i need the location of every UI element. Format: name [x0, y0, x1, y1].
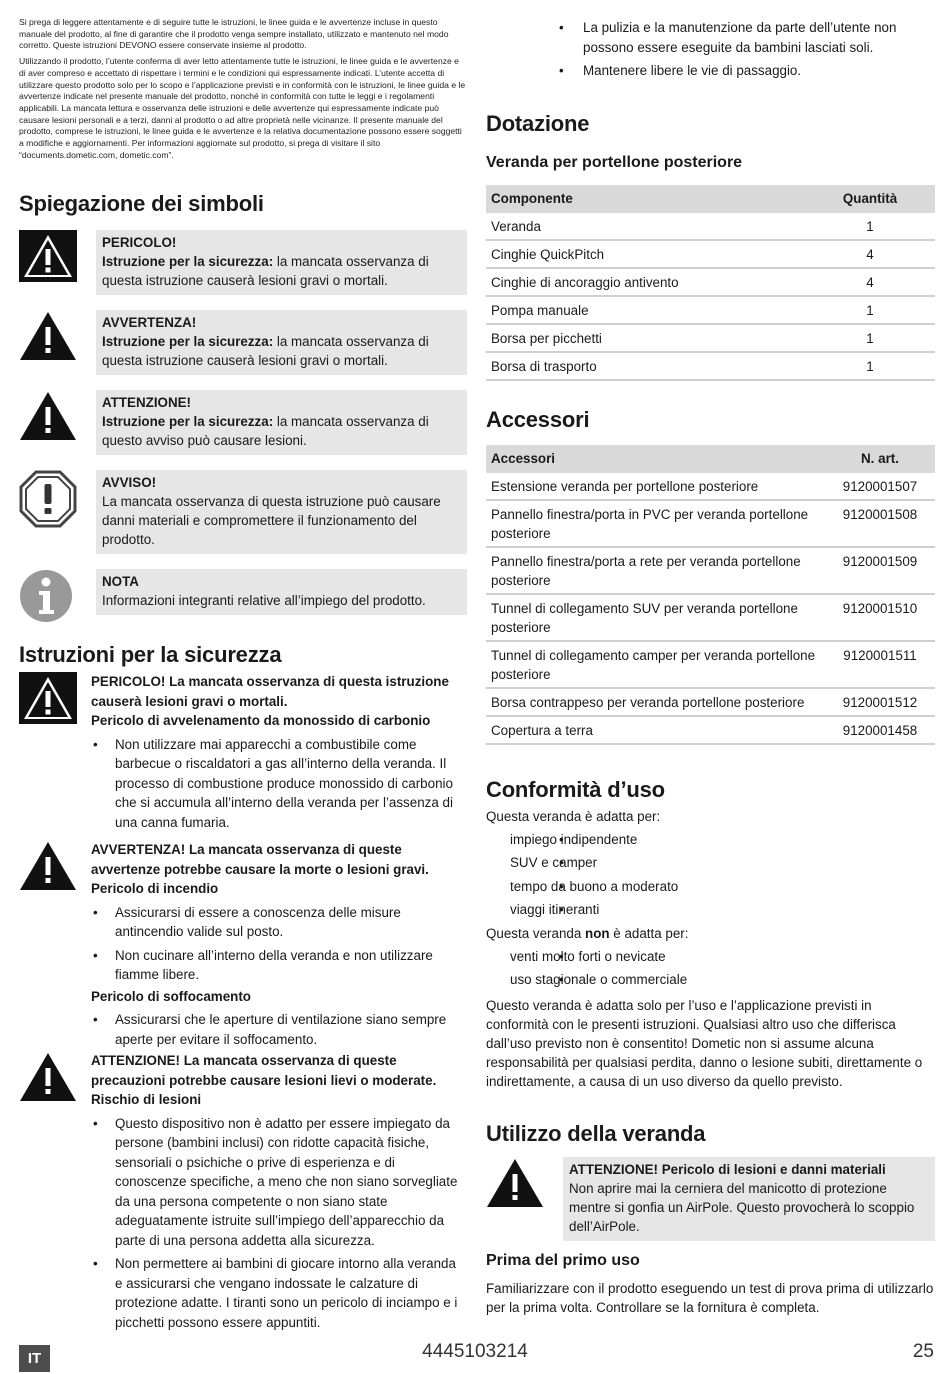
list-item: • venti molto forti o nevicate — [486, 947, 935, 967]
suitable-list — [486, 830, 935, 920]
table-row — [486, 594, 935, 641]
danger-title: PERICOLO! — [102, 235, 177, 251]
text-span: Questa veranda — [486, 925, 586, 941]
caution-triangle-icon — [19, 390, 77, 448]
list-item: • uso stagionale o commerciale — [486, 970, 935, 990]
caution-triangle-icon — [486, 1157, 544, 1215]
list-item: • SUV e camper — [486, 853, 935, 873]
first-use-heading: Prima del primo uso — [486, 1251, 640, 1269]
caution-text: la mancata osservanza di questo avviso può causare lesioni. — [102, 414, 429, 449]
conformita-paragraph: Questo veranda è adatta solo per l’uso e l’applicazione previsti in conformità con le presenti istruzioni. Qualsiasi altro uso che differisca dall’uso previsto non è consentito! Dometic non si assume alcuna responsabilità per qualsiasi perdita, danno o lesione subiti, direttamente o indirettamente, a causa di un uso diverso da quello previsto. — [486, 997, 923, 1089]
table-row — [486, 296, 935, 324]
list-item: • Non cucinare all’interno della veranda e non utilizzare fiamme libere. — [91, 946, 467, 985]
notice-octagon-icon — [19, 470, 77, 528]
list-item: • Assicurarsi di essere a conoscenza delle misure antincendio valide sul posto. — [91, 903, 467, 942]
table-cell: 1 — [805, 213, 935, 240]
safety-danger-sub: Pericolo di avvelenamento da monossido di carbonio — [91, 713, 431, 729]
page-number: 25 — [912, 1341, 934, 1362]
table-row — [486, 688, 935, 716]
list-item: • Questo dispositivo non è adatto per essere impiegato da persone (bambini inclusi) con ridotte capacità fisiche, sensoriali o psichiche o prive di esperienza e di conoscenze specifiche, a meno che non siano sorvegliate da una persona competente o non siano state adeguatamente istruite sull’impiego dell’apparecchio da parte di una persona addetta alla sicurezza. — [91, 1114, 467, 1251]
table-row — [486, 213, 935, 240]
notice-text: La mancata osservanza di questa istruzione può causare danni materiali e compromettere il funzionamento del prodotto. — [102, 494, 441, 548]
table-cell: Pompa manuale — [486, 296, 805, 324]
table-row — [486, 547, 935, 594]
table-cell: Cinghie di ancoraggio antivento — [486, 268, 805, 296]
table-cell: Veranda — [486, 213, 805, 240]
column-header: Componente — [486, 185, 805, 213]
table-cell: 9120001512 — [825, 688, 935, 716]
table-cell: Copertura a terra — [486, 716, 825, 744]
table-row — [486, 500, 935, 547]
warning-text: la mancata osservanza di questa istruzione causerà lesioni gravi o mortali. — [102, 334, 429, 369]
caution-title: ATTENZIONE! — [102, 395, 192, 411]
table-row — [486, 716, 935, 744]
column-header: N. art. — [825, 445, 935, 473]
list-item: • viaggi itineranti — [486, 900, 935, 920]
text-span: è adatta per: — [609, 925, 689, 941]
warning-lead: Istruzione per la sicurezza: — [102, 334, 274, 350]
safety-caution-sub: Rischio di lesioni — [91, 1092, 202, 1108]
table-cell: 9120001511 — [825, 641, 935, 688]
utilizzo-heading: Utilizzo della veranda — [486, 1120, 706, 1146]
symbols-heading: Spiegazione dei simboli — [19, 191, 264, 217]
dotazione-table — [486, 185, 935, 381]
table-cell: Pannello finestra/porta a rete per veranda portellone posteriore — [486, 547, 825, 594]
column-header: Accessori — [486, 445, 825, 473]
language-badge: IT — [19, 1345, 50, 1372]
text-bold: non — [585, 925, 610, 941]
intro-paragraph-2: Utilizzando il prodotto, l’utente conferma di aver letto attentamente tutte le istruzioni, le linee guida e le avvertenze e di aver compreso e accettato di rispettare i termini e le condizioni qui espressamente indicati. L’utente accetta di utilizzare questo prodotto solo per lo scopo e l’applicazione previsti e in conformità con le istruzioni, le linee guida e le avvertenze indicate nel presente manuale del prodotto, nonché in conformità con tutte le leggi e i regolamenti applicabili. La mancata lettura e osservanza delle istruzioni e delle avvertenze qui espressamente indicate può causare lesioni personali e a terzi, danni al prodotto o ad altre proprietà nelle vicinanze. Il presente manuale del prodotto, comprese le istruzioni, le linee guida e le avvertenze e la relativa documentazione possono essere soggetti a modifiche e aggiornamenti. Per informazioni aggiornate sul prodotto, si prega di visitare il sito “documents.dometic.com, dometic.com”. — [19, 56, 466, 160]
note-title: NOTA — [102, 574, 139, 590]
list-item: • impiego indipendente — [486, 830, 935, 850]
table-cell: 1 — [805, 324, 935, 352]
right-column — [486, 17, 935, 1317]
safety-warning-head: AVVERTENZA! La mancata osservanza di queste avvertenze potrebbe causare la morte o lesioni gravi. — [91, 842, 429, 877]
table-cell: Cinghie QuickPitch — [486, 240, 805, 268]
intro-paragraph-1: Si prega di leggere attentamente e di seguire tutte le istruzioni, le linee guida e le avvertenze incluse in questo manuale del prodotto, al fine di garantire che il prodotto venga sempre installato, utilizzato e mantenuto nel modo corretto. Queste istruzioni DEVONO essere conservate insieme al prodotto. — [19, 17, 449, 51]
symbol-warning — [19, 310, 467, 375]
table-cell: 9120001508 — [825, 500, 935, 547]
table-row — [486, 352, 935, 380]
conformita-intro-1: Questa veranda è adatta per: — [486, 808, 661, 824]
conformita-intro-2 — [486, 924, 935, 943]
table-row — [486, 473, 935, 500]
dotazione-heading: Dotazione — [486, 110, 590, 136]
safety-danger-head: PERICOLO! La mancata osservanza di questa istruzione causerà lesioni gravi o mortali. — [91, 674, 449, 709]
column-header: Quantità — [805, 185, 935, 213]
document-code: 4445103214 — [422, 1341, 528, 1362]
list-item: • Non utilizzare mai apparecchi a combustibile come barbecue o riscaldatori a gas all’interno della veranda. Il processo di combustione produce monossido di carbonio che si accumula all’interno della veranda per l’assenza di una canna fumaria. — [91, 735, 467, 833]
list-item: • Mantenere libere le vie di passaggio. — [486, 61, 935, 81]
table-cell: 4 — [805, 240, 935, 268]
danger-lead: Istruzione per la sicurezza: — [102, 254, 274, 270]
conformita-heading: Conformità d’uso — [486, 776, 665, 802]
symbol-note — [19, 569, 467, 627]
note-text: Informazioni integranti relative all’impiego del prodotto. — [102, 593, 426, 609]
accessori-heading: Accessori — [486, 406, 590, 432]
table-cell: 1 — [805, 352, 935, 380]
first-use-paragraph: Familiarizzare con il prodotto eseguendo un test di prova prima di utilizzarlo per la prima volta. Controllare se la fornitura è completa. — [486, 1280, 934, 1315]
table-cell: Borsa contrappeso per veranda portellone posteriore — [486, 688, 825, 716]
table-cell: 9120001458 — [825, 716, 935, 744]
utilizzo-caution-text: Non aprire mai la cerniera del manicotto di protezione mentre si gonfia un AirPole. Questo provocherà lo scoppio dell’AirPole. — [569, 1180, 915, 1234]
table-cell: Pannello finestra/porta in PVC per veranda portellone posteriore — [486, 500, 825, 547]
list-item: • La pulizia e la manutenzione da parte dell’utente non possono essere eseguite da bambini lasciati soli. — [486, 18, 935, 57]
dotazione-subheading: Veranda per portellone posteriore — [486, 153, 743, 171]
left-column — [19, 17, 467, 1332]
accessori-table — [486, 445, 935, 745]
danger-sign-icon — [19, 672, 77, 724]
table-cell: 9120001510 — [825, 594, 935, 641]
list-item: • Assicurarsi che le aperture di ventilazione siano sempre aperte per evitare il soffocamento. — [91, 1010, 467, 1049]
safety-warning-sub2: Pericolo di soffocamento — [91, 988, 251, 1004]
table-cell: Borsa di trasporto — [486, 352, 805, 380]
safety-danger — [19, 672, 467, 832]
symbol-danger — [19, 230, 467, 295]
safety-warning — [19, 840, 467, 1049]
list-item: • tempo da buono a moderato — [486, 877, 935, 897]
table-cell: 4 — [805, 268, 935, 296]
caution-triangle-icon — [19, 1051, 77, 1103]
utilizzo-caution-head: ATTENZIONE! Pericolo di lesioni e danni materiali — [569, 1161, 886, 1177]
continued-safety-list — [486, 18, 935, 81]
table-cell: 9120001507 — [825, 473, 935, 500]
symbol-notice — [19, 470, 467, 554]
warning-triangle-icon — [19, 310, 77, 368]
warning-title: AVVERTENZA! — [102, 315, 197, 331]
utilizzo-caution — [486, 1157, 935, 1241]
safety-warning-sub1: Pericolo di incendio — [91, 881, 219, 897]
table-row — [486, 641, 935, 688]
info-icon — [19, 569, 77, 627]
danger-text: la mancata osservanza di questa istruzione causerà lesioni gravi o mortali. — [102, 254, 429, 289]
intro-text — [19, 17, 467, 161]
table-cell: Estensione veranda per portellone posteriore — [486, 473, 825, 500]
not-suitable-list — [486, 947, 935, 990]
table-cell: 9120001509 — [825, 547, 935, 594]
safety-caution — [19, 1051, 467, 1332]
symbol-caution — [19, 390, 467, 455]
table-cell: Tunnel di collegamento camper per veranda portellone posteriore — [486, 641, 825, 688]
safety-caution-head: ATTENZIONE! La mancata osservanza di queste precauzioni potrebbe causare lesioni lievi o moderate. — [91, 1053, 437, 1088]
caution-lead: Istruzione per la sicurezza: — [102, 414, 274, 430]
warning-triangle-icon — [19, 840, 77, 892]
table-cell: 1 — [805, 296, 935, 324]
list-item: • Non permettere ai bambini di giocare intorno alla veranda e assicurarsi che vengano indossate le calzature di protezione adatte. I tiranti sono un pericolo di inciampo e i picchetti possono essere appuntiti. — [91, 1254, 467, 1332]
danger-sign-icon — [19, 230, 77, 288]
table-cell: Tunnel di collegamento SUV per veranda portellone posteriore — [486, 594, 825, 641]
table-row — [486, 324, 935, 352]
table-row — [486, 240, 935, 268]
notice-title: AVVISO! — [102, 475, 157, 491]
table-cell: Borsa per picchetti — [486, 324, 805, 352]
safety-heading: Istruzioni per la sicurezza — [19, 642, 282, 668]
table-row — [486, 268, 935, 296]
